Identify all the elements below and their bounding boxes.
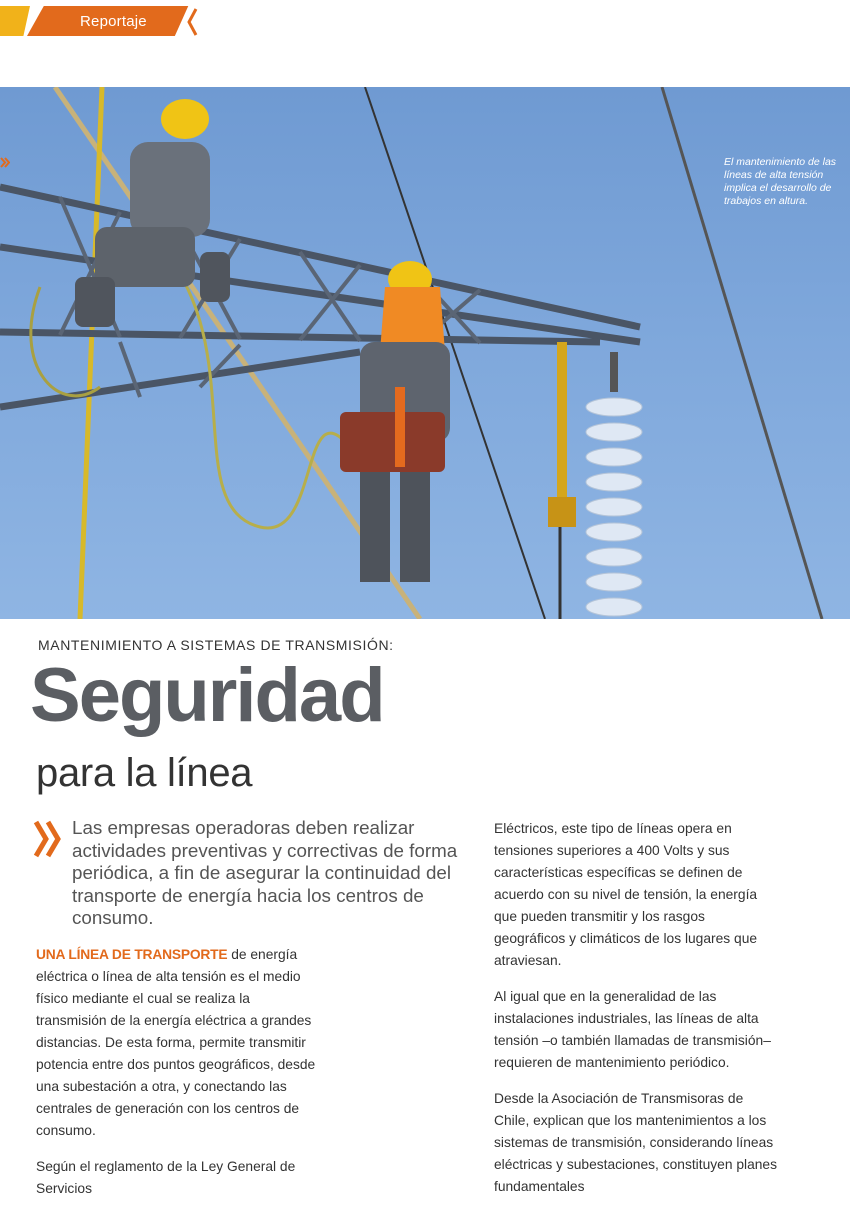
hero-photo-illustration bbox=[0, 87, 850, 619]
hero-photo bbox=[0, 87, 850, 619]
double-chevron-right-icon bbox=[33, 819, 65, 859]
section-tab-label: Reportaje bbox=[80, 13, 147, 30]
section-tab-yellow-block bbox=[0, 6, 30, 36]
body-paragraph: Eléctricos, este tipo de líneas opera en tensiones superiores a 400 Volts y sus características específicas se definen de acuerdo con su nivel de tensión, la energía que pueden transmitir y los rasgos geográficos y climáticos de los lugares que atraviesan. bbox=[494, 821, 758, 968]
body-column-left bbox=[36, 944, 321, 1214]
photo-caption: El mantenimiento de las líneas de alta tensión implica el desarrollo de trabajos en altura. bbox=[724, 156, 837, 207]
article-subtitle: para la línea bbox=[36, 751, 253, 795]
body-column-right bbox=[494, 818, 779, 1212]
paragraph-text: de energía eléctrica o línea de alta tensión es el medio físico mediante el cual se realiza la transmisión de la energía eléctrica a grandes distancias. De esta forma, permite transmitir potencia entre dos puntos geográficos, desde una subestación a otra, y conectando las centrales de generación con los centros de consumo. bbox=[36, 947, 316, 1138]
paragraph-lead-in: UNA LÍNEA DE TRANSPORTE bbox=[36, 947, 228, 962]
article-lead: Las empresas operadoras deben realizar actividades preventivas y correctivas de forma periódica, a fin de asegurar la continuidad del transporte de energía hacia los centros de consumo. bbox=[72, 817, 458, 928]
article-kicker: MANTENIMIENTO A SISTEMAS DE TRANSMISIÓN: bbox=[38, 637, 394, 653]
article-title: Seguridad bbox=[30, 653, 384, 738]
chevron-right-icon bbox=[0, 157, 10, 168]
chevron-left-icon bbox=[184, 7, 202, 37]
body-paragraph bbox=[36, 944, 321, 1142]
body-paragraph: Desde la Asociación de Transmisoras de Chile, explican que los mantenimientos a los sistemas de transmisión, considerando líneas eléctricas y subestaciones, constituyen planes fundamentales bbox=[494, 1091, 777, 1194]
body-paragraph: Según el reglamento de la Ley General de Servicios bbox=[36, 1159, 296, 1196]
body-paragraph: Al igual que en la generalidad de las instalaciones industriales, las líneas de alta tensión –o también llamadas de transmisión– requieren de mantenimiento periódico. bbox=[494, 989, 771, 1070]
